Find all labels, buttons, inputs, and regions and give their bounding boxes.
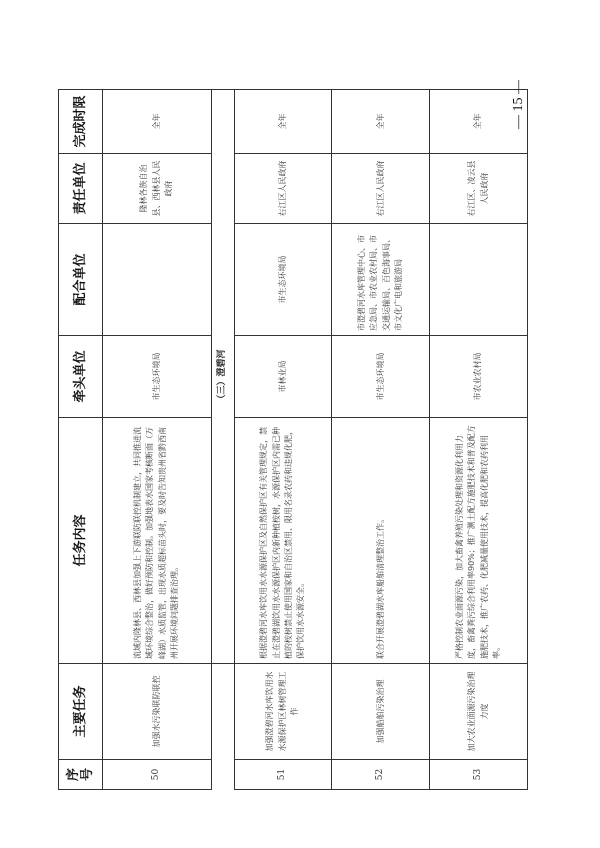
header-resp: 责任单位 xyxy=(59,154,103,224)
cell-lead: 市林业局 xyxy=(234,336,332,418)
cell-task: 加强船舶污染治理 xyxy=(332,664,430,760)
section-title: （三）澄碧河 xyxy=(211,90,234,664)
cell-deadline: 全年 xyxy=(430,90,528,154)
cell-resp: 右江区、凌云县人民政府 xyxy=(430,154,528,224)
header-seq: 序号 xyxy=(59,760,103,790)
cell-seq: 52 xyxy=(332,760,430,790)
page-number: — 15 — xyxy=(511,80,526,129)
cell-task: 加大农业面源污染治理力度 xyxy=(430,664,528,760)
header-deadline: 完成时限 xyxy=(59,90,103,154)
cell-content: 联合开展澄碧湖水库船舶清理整治工作。 xyxy=(332,418,430,664)
table-row xyxy=(234,90,332,790)
cell-content: 根据澄碧河水库饮用水水源保护区及自然保护区有关管理规定，禁止在澄碧湖饮用水水源保护区内新种植桉树，水源保护区内需已种植的桉树禁止使用国家和自治区禁用、限用名录农药和违规化肥，保护饮用水水源安全。 xyxy=(234,418,332,664)
cell-lead: 市生态环境局 xyxy=(103,336,212,418)
cell-seq: 53 xyxy=(430,760,528,790)
cell-content: 严格控制农业面源污染，加大畜禽养殖污染处理和资源化利用力度，畜禽粪污综合利用率90%；推广测土配方施肥技术和普及配方施肥技术，推广农药、化肥减量使用技术，提高化肥和农药利用率。 xyxy=(430,418,528,664)
table-header-row xyxy=(59,90,103,790)
table-row xyxy=(103,90,212,790)
cell-lead: 市生态环境局 xyxy=(332,336,430,418)
cell-resp: 右江区人民政府 xyxy=(332,154,430,224)
cell-coop: 市生态环境局 xyxy=(234,224,332,336)
cell-seq: 51 xyxy=(234,760,332,790)
cell-task: 加强澄碧河水库饮用水水源保护区林树管理工作 xyxy=(234,664,332,760)
cell-resp: 右江区人民政府 xyxy=(234,154,332,224)
task-table xyxy=(58,89,528,790)
rotated-table-container xyxy=(58,90,528,790)
section-row xyxy=(211,90,234,790)
cell-content: 流域内隆林县、西林县加强上下游联防联控机制建立，共同推进流域环境综合整治，做好预防和控制。加强地表水国家考核断面（万峰湖）水质监管，出现水质超标苗头时，要及时告知贵州省黔西南州开展环境问题排查治理。 xyxy=(103,418,212,664)
cell-deadline: 全年 xyxy=(332,90,430,154)
cell-coop xyxy=(103,224,212,336)
cell-seq: 50 xyxy=(103,760,212,790)
cell-coop xyxy=(430,224,528,336)
table-row xyxy=(430,90,528,790)
cell-deadline: 全年 xyxy=(103,90,212,154)
cell-coop: 市澄碧河水库管理中心、市应急局、市农业农村局、市交通运输局、百色海事局、市文化广电和旅游局 xyxy=(332,224,430,336)
cell-resp: 隆林各族自治县、西林县人民政府 xyxy=(103,154,212,224)
header-content: 任务内容 xyxy=(59,418,103,664)
cell-lead: 市农业农村局 xyxy=(430,336,528,418)
header-lead: 牵头单位 xyxy=(59,336,103,418)
cell-deadline: 全年 xyxy=(234,90,332,154)
cell-task: 加强水污染联防联控 xyxy=(103,664,212,760)
table-row xyxy=(332,90,430,790)
header-task: 主要任务 xyxy=(59,664,103,760)
header-coop: 配合单位 xyxy=(59,224,103,336)
